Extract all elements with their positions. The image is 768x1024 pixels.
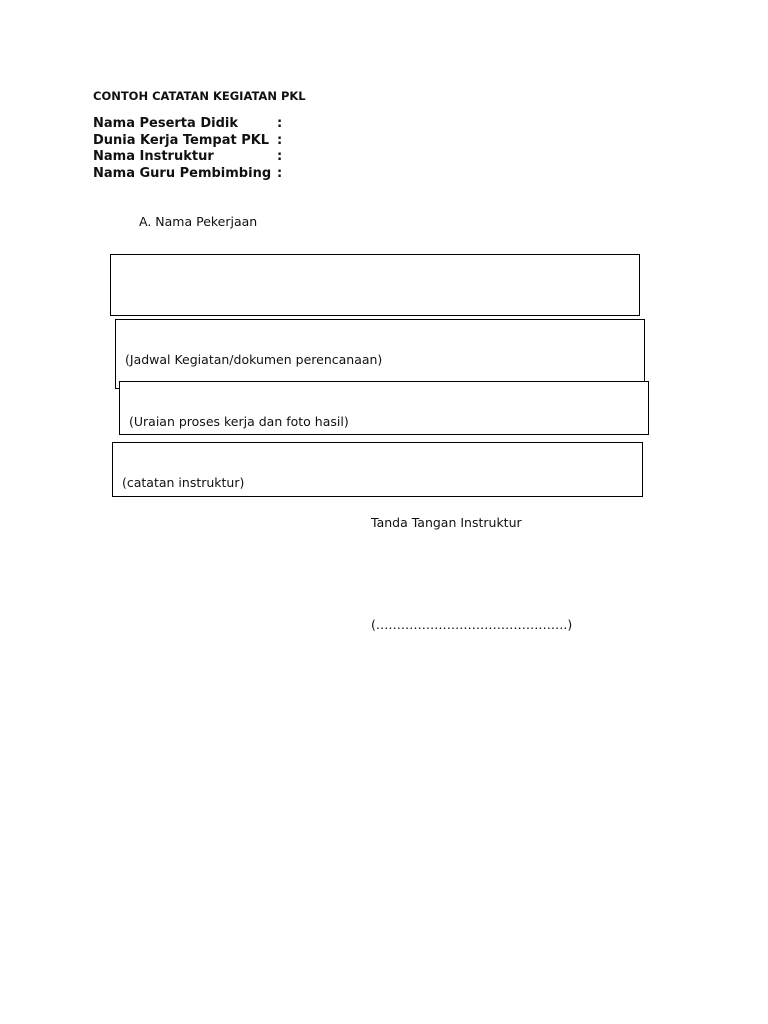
box-catatan-instruktur-text: (catatan instruktur) (122, 475, 245, 490)
field-label-dunia-kerja: Dunia Kerja Tempat PKL (93, 133, 270, 148)
signature-line: (……………………………………….) (371, 617, 573, 632)
field-colon-nama-instruktur: : (277, 149, 283, 164)
box-uraian-proses (119, 381, 649, 435)
section-a-heading: A. Nama Pekerjaan (139, 214, 258, 229)
field-colon-nama-guru-pembimbing: : (277, 166, 283, 181)
box-catatan-instruktur (112, 442, 643, 497)
box-jadwal-kegiatan-text: (Jadwal Kegiatan/dokumen perencanaan) (125, 352, 383, 367)
field-colon-dunia-kerja: : (277, 133, 283, 148)
field-label-nama-peserta-didik: Nama Peserta Didik (93, 116, 238, 131)
box-jadwal-kegiatan (115, 319, 645, 389)
field-label-nama-guru-pembimbing: Nama Guru Pembimbing (93, 166, 272, 181)
field-label-nama-instruktur: Nama Instruktur (93, 149, 214, 164)
document-title: CONTOH CATATAN KEGIATAN PKL (93, 89, 306, 103)
signature-label: Tanda Tangan Instruktur (371, 515, 522, 530)
box-nama-pekerjaan (110, 254, 640, 316)
field-colon-nama-peserta-didik: : (277, 116, 283, 131)
box-uraian-proses-text: (Uraian proses kerja dan foto hasil) (129, 414, 349, 429)
